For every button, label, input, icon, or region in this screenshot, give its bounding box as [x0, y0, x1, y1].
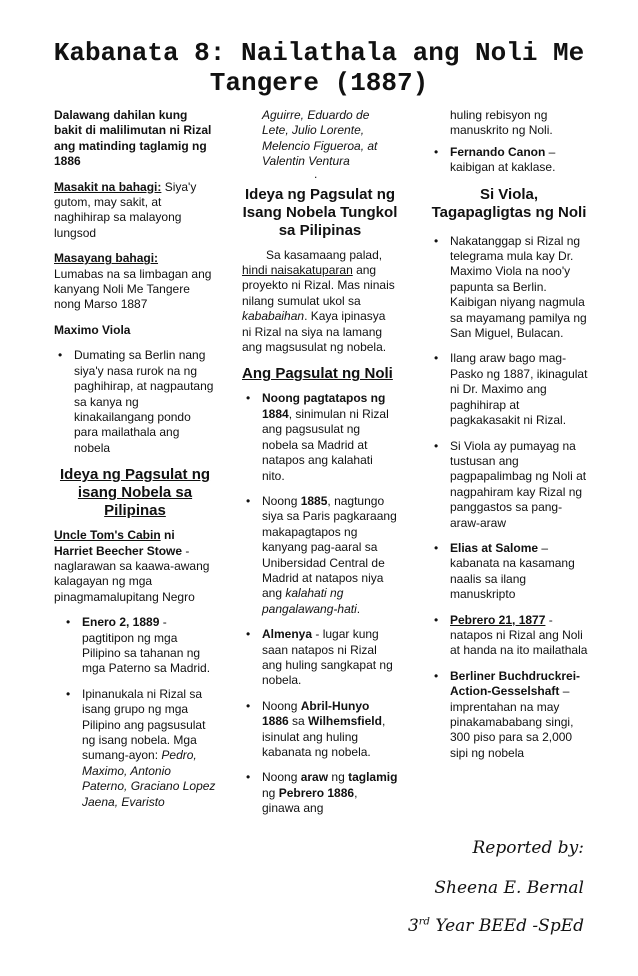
pagsulat-list [242, 391, 398, 816]
list-item: • Dumating sa Berlin nang siya'y nasa rurok na ng paghihirap, at nagpautang sa kanya ng kinakailangang pondo para mailathala ang nobela [54, 348, 216, 456]
masakit-paragraph [54, 180, 216, 242]
para-a: Sa kasamaang palad, [266, 247, 383, 262]
uncle-text: - naglarawan sa kaawa-awang kalagayan ng mga pinagmamalupitang Negro [54, 543, 210, 604]
list-item [62, 615, 216, 677]
item5-b: araw [300, 770, 329, 785]
masakit-text: Siya'y gutom, may sakit, at naghihirap sa malayong lungsod [54, 179, 197, 240]
item5-d: taglamig [348, 770, 398, 785]
ipinanukala-names: Pedro, Maximo, Antonio Paterno, Graciano Lopez Jaena, Evaristo [82, 748, 216, 809]
list-item [242, 627, 398, 689]
item4-e: , isinulat ang huling kabanata ng nobela. [262, 714, 386, 759]
section-heading: Si Viola, Tagapagligtas ng Noli [431, 185, 587, 221]
revision-continued: huling rebisyon ng manuskrito ng Noli. [450, 108, 553, 138]
item4-a: Elias at Salome [450, 540, 539, 555]
ipinanukala-text: Ipinanukala ni Rizal sa isang grupo ng mga Pilipino ang pagsusulat ng isang nobela. Mga sumang-ayon: [82, 686, 206, 763]
item6-b: – imprentahan na may pinakamababang singi, 300 piso para sa 2,000 sipi ng nobela [450, 684, 574, 760]
list-item [62, 687, 216, 810]
uncle-paragraph [54, 528, 216, 605]
enero-text: - pagtitipon ng mga Pilipino sa tahanan ng mga Paterno sa Madrid. [82, 615, 211, 676]
year-number: 3 [407, 916, 419, 936]
uncle-author: Harriet Beecher Stowe [54, 543, 183, 558]
para-c: ang proyekto ni Rizal. Mas ninais nilang sumulat ukol sa [242, 263, 395, 308]
reporter-name: Sheena E. Bernal [434, 878, 584, 898]
viola-list [54, 348, 216, 456]
item5-a: Pebrero 21, 1877 [450, 612, 546, 627]
reporter-year [408, 916, 584, 936]
names-dot: . [314, 166, 318, 181]
item4-a: Noong [262, 698, 301, 713]
item2-c: , nagtungo siya sa Paris pagkaraang makapagtapos ng kanyang pag-aaral sa Unibersidad Central de Madrid at natapos niya ang [262, 493, 397, 601]
year-rest: Year BEEd -SpEd [429, 916, 584, 936]
intro-text: Dalawang dahilan kung bakit di malilimutan ni Rizal ang matinding taglamig ng 1886 [54, 108, 212, 169]
masaya-paragraph [54, 251, 216, 313]
list-item [242, 391, 398, 483]
list-item [430, 613, 588, 659]
reported-by-label: Reported by: [472, 838, 584, 858]
item5-f: Pebrero 1886 [278, 785, 355, 800]
item2-d: kalahati ng pangalawang-hati [262, 586, 357, 616]
section-heading: Ideya ng Pagsulat ng Isang Nobela Tungkol sa Pilipinas [242, 185, 398, 239]
list-item [430, 145, 588, 176]
column-3 [430, 108, 588, 771]
item4-d: Wilhemsfield [308, 714, 382, 729]
para-b: hindi naisakatuparan [242, 263, 353, 278]
list-item [242, 770, 398, 816]
item3-a: Almenya [262, 627, 313, 642]
column-2 [242, 108, 398, 827]
para-e: . Kaya ipinasya ni Rizal na siya na lamang ang magsusulat ng nobela. [242, 309, 387, 355]
item5-b: - natapos ni Rizal ang Noli at handa na ito mailathala [450, 612, 588, 658]
item1-a: Noong pagtatapos ng 1884 [262, 391, 386, 421]
item2-b: 1885 [300, 493, 328, 508]
uncle-ni: ni [160, 528, 175, 543]
list-item [430, 669, 588, 761]
list-item [242, 494, 398, 617]
list-item: • Si Viola ay pumayag na tustusan ang pagpapalimbag ng Noli at nagpahiram kay Rizal ng panggastos sa pang-araw-araw [430, 439, 588, 531]
viola-label: Maximo Viola [54, 322, 131, 337]
item2-e: . [356, 601, 361, 616]
list-item: • Nakatanggap si Rizal ng telegrama mula kay Dr. Maximo Viola na noo'y papunta sa Berlin. Kaibigan niyang nagmula sa mayamang pamilya ng San Miguel, Bulacan. [430, 234, 588, 342]
item6-a: Berliner Buchdruckrei-Action-Gesselshaft [450, 668, 581, 699]
item4-b: Abril-Hunyo 1886 [262, 698, 370, 729]
canon-list [430, 145, 588, 176]
canon-b: – kaibigan at kaklase. [450, 144, 556, 175]
masakit-label: Masakit na bahagi: [54, 179, 162, 194]
list-item [242, 699, 398, 761]
item4-c: sa [288, 714, 309, 729]
item4-b: – kabanata na kasamang naalis sa ilang manuskripto [450, 540, 575, 602]
masaya-label: Masayang bahagi: [54, 251, 159, 266]
item5-a: Noong [262, 770, 301, 785]
enero-date: Enero 2, 1889 [82, 615, 160, 630]
item2-a: Noong [262, 493, 301, 508]
page-title: Kabanata 8: Nailathala ang Noli Me Tangere (1887) [53, 38, 585, 98]
item5-c: ng [328, 770, 349, 785]
section-heading: Ang Pagsulat ng Noli [242, 365, 393, 383]
list-item [430, 541, 588, 603]
column-1 [54, 108, 216, 820]
item5-g: , ginawa ang [262, 785, 358, 816]
list-item: • Ilang araw bago mag-Pasko ng 1887, ikinagulat ni Dr. Maximo ang paghihirap at pagkakasakit ni Rizal. [430, 351, 588, 428]
year-suffix: rd [418, 916, 430, 928]
item1-b: , sinimulan ni Rizal ang pagsusulat ng nobela sa Madrid at natapos ang kalahati nito. [262, 406, 389, 483]
item5-e: ng [262, 785, 279, 800]
kasamaang-paragraph [242, 248, 398, 356]
para-d: kababaihan [242, 309, 305, 324]
canon-a: Fernando Canon [450, 144, 546, 159]
section-heading: Ideya ng Pagsulat ng isang Nobela sa Pilipinas [59, 466, 211, 520]
item3-b: - lugar kung saan natapos ni Rizal ang huling sangkapat ng nobela. [262, 627, 393, 688]
uncle-title: Uncle Tom's Cabin [54, 528, 161, 543]
names-continued: Aguirre, Eduardo de Lete, Julio Lorente, Melencio Figueroa, at Valentin Ventura [262, 108, 378, 169]
enero-list [54, 615, 216, 810]
viola-section-list [430, 234, 588, 762]
masaya-text: Lumabas na sa limbagan ang kanyang Noli Me Tangere nong Marso 1887 [54, 266, 212, 312]
